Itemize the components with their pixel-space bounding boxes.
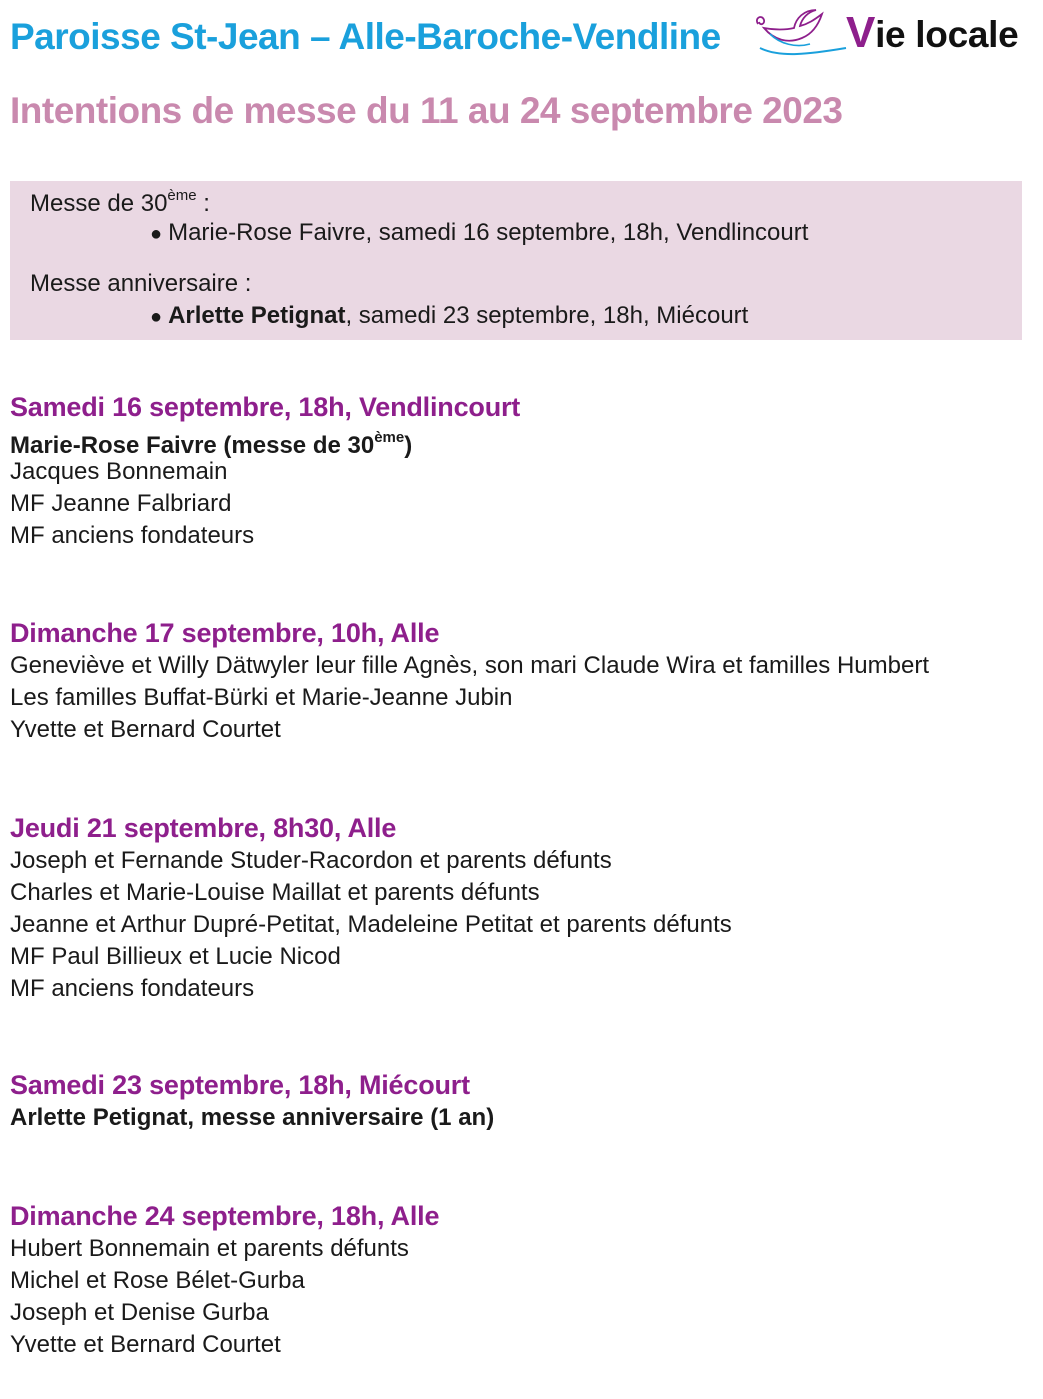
- special-masses-box: [10, 181, 1022, 340]
- mass-intention: MF Jeanne Falbriard: [10, 490, 232, 517]
- mass-special-sup: ème: [374, 429, 405, 446]
- mass-special-suffix: ): [404, 432, 413, 459]
- mass-intention: MF anciens fondateurs: [10, 522, 255, 549]
- mass-heading: Dimanche 24 septembre, 18h, Alle: [10, 1201, 440, 1231]
- section-label-rest: ie locale: [875, 14, 1019, 55]
- mass-intention: Jacques Bonnemain: [10, 458, 228, 485]
- mass-entry: [10, 811, 732, 1005]
- anniversaire-entry: [150, 302, 748, 330]
- mass-intention: Les familles Buffat-Bürki et Marie-Jeanne Jubin: [10, 684, 513, 711]
- dove-logo-icon: [750, 4, 850, 62]
- mass-intention: Jeanne et Arthur Dupré-Petitat, Madeleine Petitat et parents défunts: [10, 911, 732, 938]
- mass-intention: Charles et Marie-Louise Maillat et parents défunts: [10, 879, 540, 906]
- trentieme-label-sup: ème: [167, 187, 197, 204]
- mass-intention: Joseph et Fernande Studer-Racordon et parents défunts: [10, 847, 612, 874]
- trentieme-entry-text: Marie-Rose Faivre, samedi 16 septembre, 18h, Vendlincourt: [168, 219, 809, 246]
- mass-intention: Michel et Rose Bélet-Gurba: [10, 1267, 305, 1294]
- mass-entry: [10, 1068, 494, 1134]
- mass-heading: Jeudi 21 septembre, 8h30, Alle: [10, 813, 397, 843]
- trentieme-label-suffix: :: [196, 190, 210, 217]
- anniversaire-label: Messe anniversaire :: [30, 270, 252, 297]
- parish-title: Paroisse St-Jean – Alle-Baroche-Vendline: [10, 16, 721, 57]
- mass-entry: [10, 390, 520, 552]
- trentieme-entry: [150, 219, 808, 247]
- page-subtitle: Intentions de messe du 11 au 24 septembre 2023: [10, 90, 843, 131]
- mass-heading: Dimanche 17 septembre, 10h, Alle: [10, 618, 440, 648]
- mass-intention: MF Paul Billieux et Lucie Nicod: [10, 943, 341, 970]
- mass-intention: Joseph et Denise Gurba: [10, 1299, 269, 1326]
- mass-special-prefix: Marie-Rose Faivre (messe de 30: [10, 432, 375, 459]
- mass-intention: Yvette et Bernard Courtet: [10, 1331, 281, 1358]
- section-label-initial: V: [846, 8, 876, 57]
- mass-heading: Samedi 16 septembre, 18h, Vendlincourt: [10, 392, 521, 422]
- mass-special-line: Arlette Petignat, messe anniversaire (1 an): [10, 1104, 495, 1131]
- anniversaire-details: , samedi 23 septembre, 18h, Miécourt: [345, 302, 749, 329]
- mass-intention: MF anciens fondateurs: [10, 975, 255, 1002]
- mass-special-line: [10, 424, 520, 459]
- anniversaire-name: Arlette Petignat: [168, 302, 346, 329]
- bullet-icon: ●: [150, 223, 163, 245]
- trentieme-label-prefix: Messe de 30: [30, 190, 168, 217]
- section-label: [846, 8, 1018, 58]
- bullet-icon: ●: [150, 306, 163, 328]
- mass-heading: Samedi 23 septembre, 18h, Miécourt: [10, 1070, 470, 1100]
- mass-intention: Yvette et Bernard Courtet: [10, 716, 281, 743]
- trentieme-label: [30, 189, 210, 218]
- mass-intention: Hubert Bonnemain et parents défunts: [10, 1235, 409, 1262]
- mass-intention: Geneviève et Willy Dätwyler leur fille Agnès, son mari Claude Wira et familles Humbert: [10, 652, 929, 679]
- mass-entry: [10, 616, 929, 746]
- mass-entry: [10, 1199, 439, 1361]
